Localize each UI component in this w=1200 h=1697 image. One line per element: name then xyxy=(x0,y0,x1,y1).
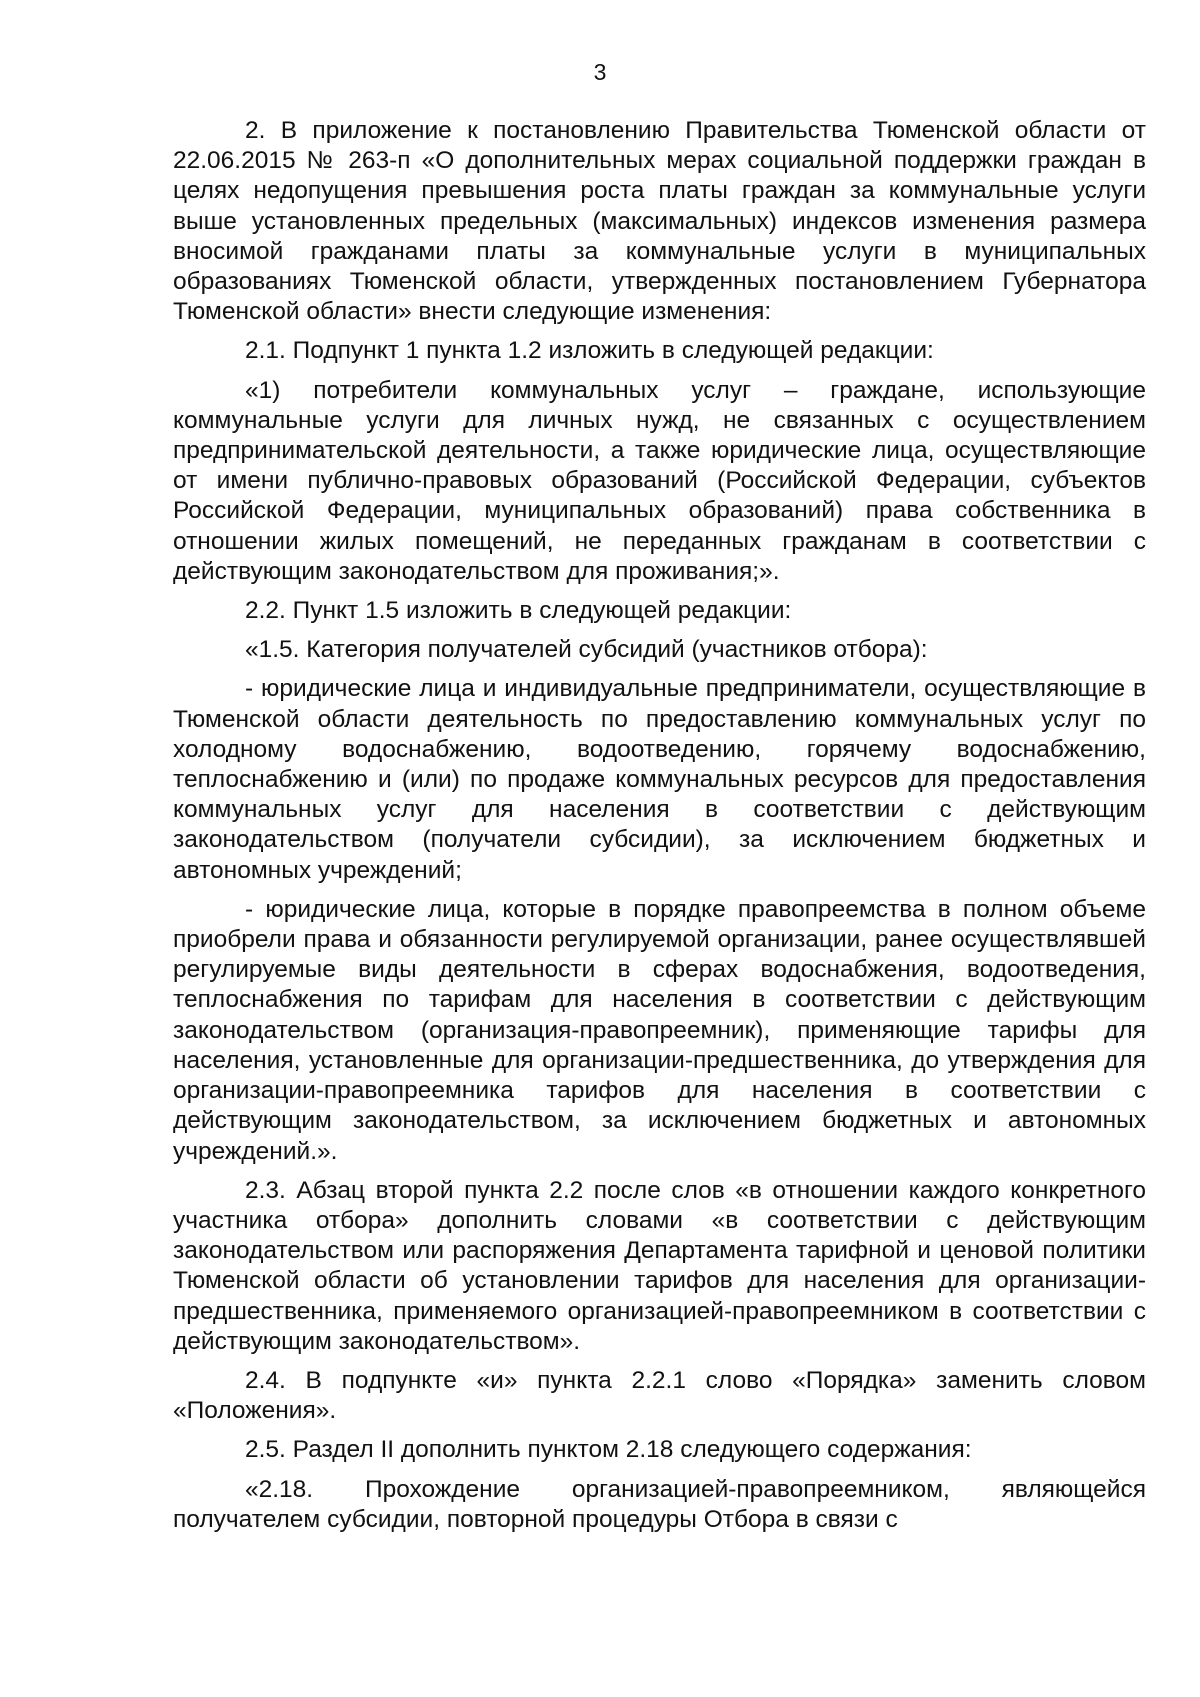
paragraph-2-2: 2.2. Пункт 1.5 изложить в следующей редакции: xyxy=(245,597,792,625)
paragraph-2-18: «2.18. Прохождение организацией-правопреемником, являющейся получателем субсидии, повторной процедуры Отбора в связи с xyxy=(173,1475,1146,1533)
page-number: 3 xyxy=(593,59,607,85)
paragraph-2: 2. В приложение к постановлению Правительства Тюменской области от 22.06.2015 № 263-п «О дополнительных мерах социальной поддержки граждан в целях недопущения превышения роста платы граждан за коммунальные услуги выше установленных предельных (максимальных) индексов изменения размера вносимой гражданами платы за коммунальные услуги в муниципальных образованиях Тюменской области, утвержденных постановлением Губернатора Тюменской области» внести следующие изменения: xyxy=(173,117,1146,326)
document-body xyxy=(173,116,1146,1544)
paragraph-2-1: 2.1. Подпункт 1 пункта 1.2 изложить в следующей редакции: xyxy=(245,337,934,365)
paragraph-1-5-item-1: - юридические лица и индивидуальные предприниматели, осуществляющие в Тюменской области деятельность по предоставлению коммунальных услуг по холодному водоснабжению, водоотведению, горячему водоснабжению, теплоснабжению и (или) по продаже коммунальных ресурсов для предоставления коммунальных услуг для населения в соответствии с действующим законодательством (получатели субсидии), за исключением бюджетных и автономных учреждений; xyxy=(173,675,1146,884)
paragraph-1-5-heading: «1.5. Категория получателей субсидий (участников отбора): xyxy=(245,636,928,664)
paragraph-2-5: 2.5. Раздел II дополнить пунктом 2.18 следующего содержания: xyxy=(245,1436,972,1464)
paragraph-2-4: 2.4. В подпункте «и» пункта 2.2.1 слово «Порядка» заменить словом «Положения». xyxy=(173,1366,1146,1425)
paragraph-2-1-quote: «1) потребители коммунальных услуг – граждане, использующие коммунальные услуги для личных нужд, не связанных с осуществлением предпринимательской деятельности, а также юридические лица, осуществляющие от имени публично-правовых образований (Российской Федерации, субъектов Российской Федерации, муниципальных образований) права собственника в отношении жилых помещений, не переданных гражданам в соответствии с действующим законодательством для проживания;». xyxy=(173,376,1146,585)
paragraph-1-5-item-2: - юридические лица, которые в порядке правопреемства в полном объеме приобрели права и обязанности регулируемой организации, ранее осуществлявшей регулируемые виды деятельности в сферах водоснабжения, водоотведения, теплоснабжения по тарифам для населения в соответствии с действующим законодательством (организация-правопреемник), применяющие тарифы для населения, установленные для организации-предшественника, до утверждения для организации-правопреемника тарифов для населения в соответствии с действующим законодательством, за исключением бюджетных и автономных учреждений.». xyxy=(173,895,1146,1165)
paragraph-2-3: 2.3. Абзац второй пункта 2.2 после слов «в отношении каждого конкретного участника отбора» дополнить словами «в соответствии с действующим законодательством или распоряжения Департамента тарифной и ценовой политики Тюменской области об установлении тарифов для населения для организации-предшественника, применяемого организацией-правопреемником в соответствии с действующим законодательством». xyxy=(173,1176,1146,1355)
